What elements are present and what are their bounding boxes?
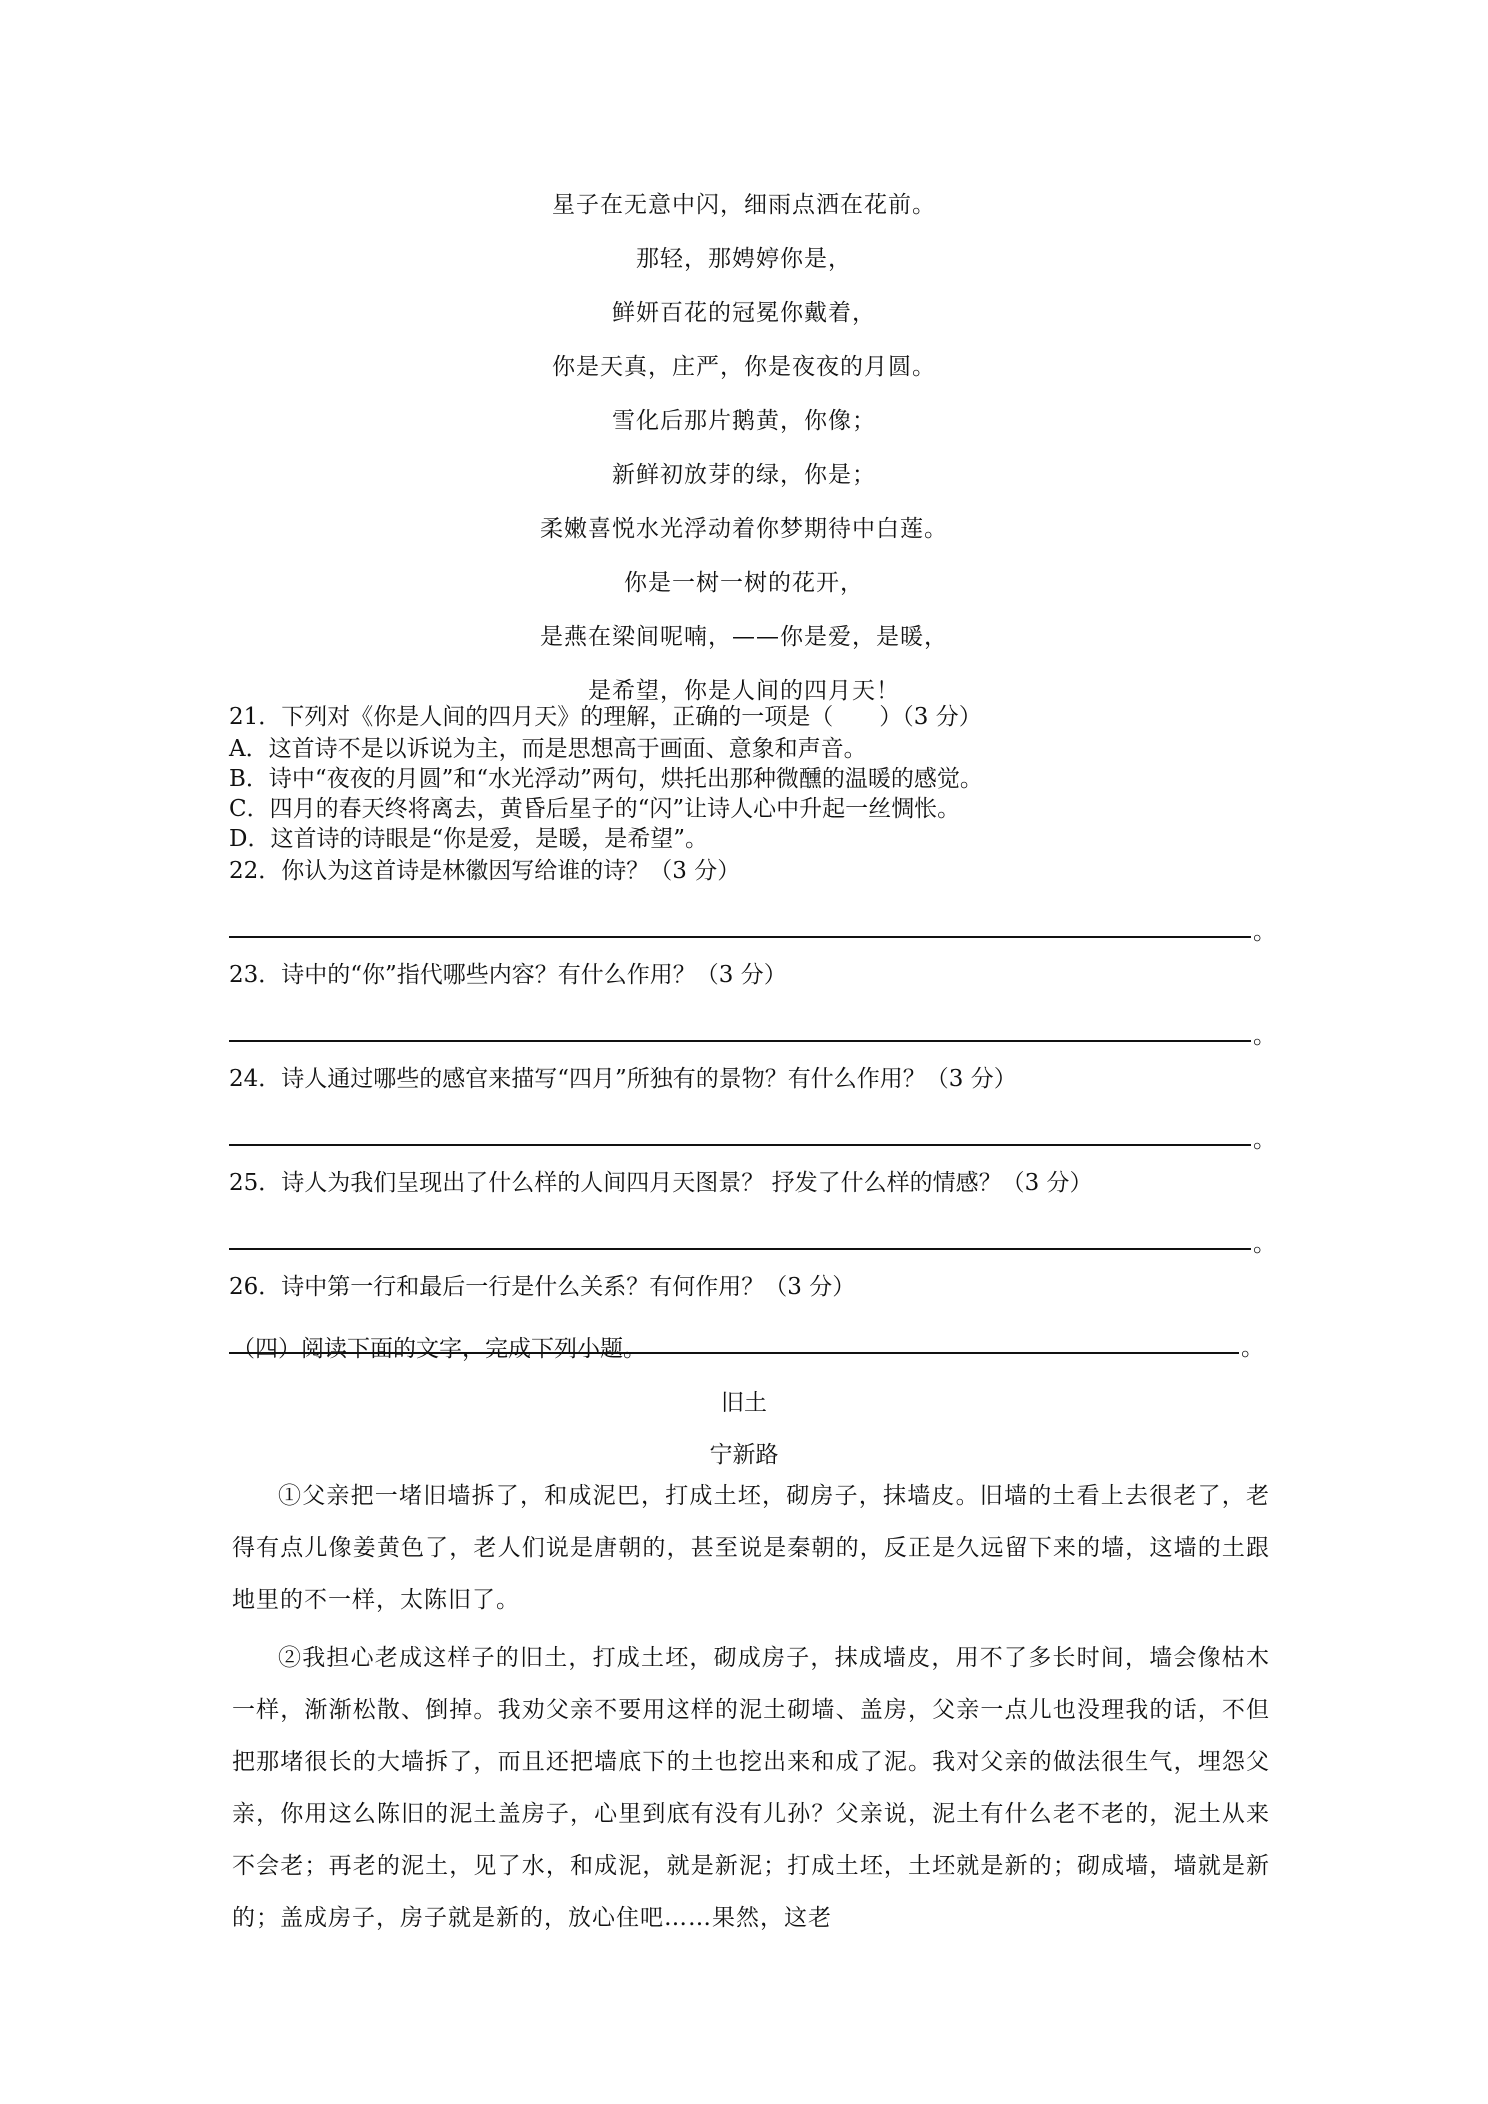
- option-b: B．诗中“夜夜的月圆”和“水光浮动”两句，烘托出那种微醺的温暖的感觉。: [229, 766, 983, 792]
- poem-line: 雪化后那片鹅黄，你像；: [612, 408, 876, 434]
- answer-line-25[interactable]: [229, 1222, 1276, 1257]
- poem-line: 那轻，那娉婷你是，: [636, 246, 852, 272]
- poem-line: 柔嫩喜悦水光浮动着你梦期待中白莲。: [540, 516, 948, 542]
- article-author: 宁新路: [709, 1442, 779, 1468]
- question-21: 21．下列对《你是人间的四月天》的理解，正确的一项是（ ）（3 分）: [229, 704, 982, 730]
- answer-line-22[interactable]: [229, 910, 1276, 945]
- poem-line: 星子在无意中闪，细雨点洒在花前。: [552, 192, 936, 218]
- section-heading: （四）阅读下面的文字，完成下列小题。: [232, 1336, 646, 1362]
- poem-line: 是燕在梁间呢喃，——你是爱，是暖，: [540, 624, 948, 650]
- answer-end-mark: 。: [1241, 1335, 1264, 1361]
- article-paragraph: ①父亲把一堵旧墙拆了，和成泥巴，打成土坯，砌房子，抹墙皮。旧墙的土看上去很老了，老得有点儿像姜黄色了，老人们说是唐朝的，甚至说是秦朝的，反正是久远留下来的墙，这墙的土跟地里的不一样，太陈旧了。: [232, 1483, 1270, 1613]
- answer-line-23[interactable]: [229, 1014, 1276, 1049]
- question-25: 25．诗人为我们呈现出了什么样的人间四月天图景？ 抒发了什么样的情感？（3 分）: [229, 1170, 1093, 1196]
- poem-line: 你是天真，庄严，你是夜夜的月圆。: [552, 354, 936, 380]
- answer-end-mark: 。: [1253, 919, 1276, 945]
- poem-line: 是希望，你是人间的四月天！: [588, 678, 900, 704]
- answer-line-24[interactable]: [229, 1118, 1276, 1153]
- article-title: 旧土: [721, 1390, 767, 1416]
- poem: [0, 178, 1488, 718]
- poem-line: 你是一树一树的花开，: [624, 570, 864, 596]
- poem-line: 鲜妍百花的冠冕你戴着，: [612, 300, 876, 326]
- answer-end-mark: 。: [1253, 1231, 1276, 1257]
- option-d: D．这首诗的诗眼是“你是爱，是暖，是希望”。: [229, 826, 708, 852]
- article-paragraph: ②我担心老成这样子的旧土，打成土坯，砌成房子，抹成墙皮，用不了多长时间，墙会像枯木一样，渐渐松散、倒掉。我劝父亲不要用这样的泥土砌墙、盖房，父亲一点儿也没理我的话，不但把那堵很长的大墙拆了，而且还把墙底下的土也挖出来和成了泥。我对父亲的做法很生气，埋怨父亲，你用这么陈旧的泥土盖房子，心里到底有没有儿孙？父亲说，泥土有什么老不老的，泥土从来不会老；再老的泥土，见了水，和成泥，就是新泥；打成土坯，土坯就是新的；砌成墙，墙就是新的；盖成房子，房子就是新的，放心住吧……果然，这老: [232, 1645, 1270, 1931]
- poem-line: 新鲜初放芽的绿，你是；: [612, 462, 876, 488]
- question-23: 23．诗中的“你”指代哪些内容？有什么作用？（3 分）: [229, 962, 787, 988]
- question-block: [229, 700, 1276, 1361]
- answer-end-mark: 。: [1253, 1127, 1276, 1153]
- question-24: 24．诗人通过哪些的感官来描写“四月”所独有的景物？有什么作用？（3 分）: [229, 1066, 1017, 1092]
- option-a: A．这首诗不是以诉说为主，而是思想高于画面、意象和声音。: [229, 736, 867, 762]
- option-c: C．四月的春天终将离去，黄昏后星子的“闪”让诗人心中升起一丝惆怅。: [229, 796, 961, 822]
- article-body: [232, 1470, 1270, 1944]
- question-26: 26．诗中第一行和最后一行是什么关系？有何作用？（3 分）: [229, 1274, 856, 1300]
- question-22: 22．你认为这首诗是林徽因写给谁的诗？（3 分）: [229, 858, 741, 884]
- answer-end-mark: 。: [1253, 1023, 1276, 1049]
